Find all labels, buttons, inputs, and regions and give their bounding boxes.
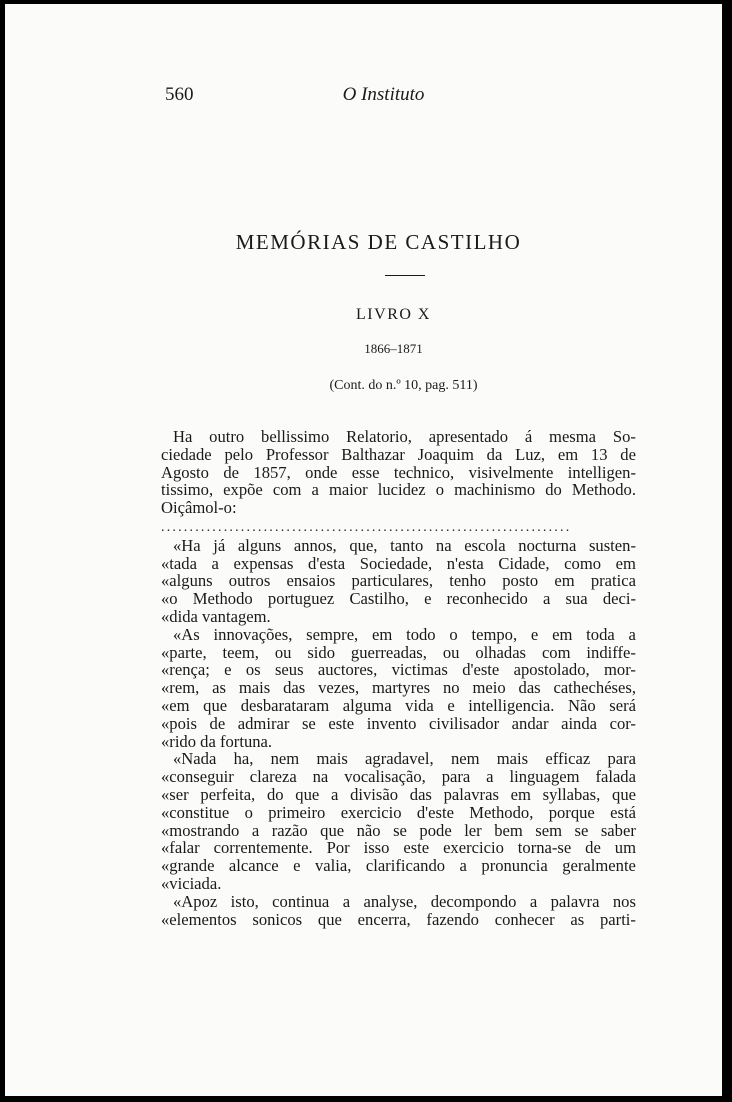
- year-range: 1866–1871: [364, 341, 423, 356]
- text-line: «ser perfeita, do que a divisão das palavras em syllabas, que: [161, 784, 636, 804]
- text-line: «em que desbarataram alguma vida e intelligencia. Não será: [161, 695, 636, 715]
- body-text: [161, 428, 636, 928]
- text-line: «parte, teem, ou sido guerreadas, ou olhadas com indiffe-: [161, 642, 636, 662]
- text-line: «tada a expensas d'esta Sociedade, n'esta Cidade, como em: [161, 553, 636, 573]
- book-heading: LIVRO X: [356, 306, 431, 323]
- title-divider: [385, 275, 425, 276]
- continuation-note: (Cont. do n.º 10, pag. 511): [329, 378, 478, 393]
- text-line: «falar correntemente. Por isso este exercicio torna-se de um: [161, 838, 636, 858]
- text-line: «alguns outros ensaios particulares, tenho posto em pratica: [161, 571, 636, 591]
- text-line: «mostrando a razão que não se pode ler bem sem se saber: [161, 820, 636, 840]
- text-line: Ha outro bellissimo Relatorio, apresentado á mesma So-: [173, 427, 636, 446]
- journal-title: O Instituto: [342, 84, 425, 105]
- text-line: «conseguir clareza na vocalisação, para a linguagem falada: [161, 767, 636, 787]
- text-line: «As innovações, sempre, em todo o tempo, e em toda a: [173, 624, 636, 644]
- text-line: ciedade pelo Professor Balthazar Joaquim da Luz, em 13 de: [161, 444, 636, 464]
- text-line: Agosto de 1857, onde esse technico, visivelmente intelligen-: [161, 462, 636, 482]
- text-line: «pois de admirar se este invento civilisador andar ainda cor-: [161, 713, 636, 733]
- text-line: «rença; e os seus auctores, victimas d'este apostolado, mor-: [161, 660, 636, 680]
- text-line: «dida vantagem.: [161, 606, 271, 626]
- text-line: «elementos sonicos que encerra, fazendo conhecer as parti-: [161, 909, 636, 929]
- text-line: «viciada.: [161, 873, 222, 893]
- ellipsis-separator: ........................................................................: [161, 519, 572, 535]
- text-line: «rido da fortuna.: [161, 731, 273, 751]
- text-line: «rem, as mais das vezes, martyres no meio das cathechéses,: [161, 678, 636, 698]
- running-head: [5, 84, 722, 108]
- document-page: [5, 4, 722, 1096]
- article-title: MEMÓRIAS DE CASTILHO: [235, 230, 522, 254]
- text-line: tissimo, expõe com a maior lucidez o machinismo do Methodo.: [161, 480, 636, 500]
- text-line: «Ha já alguns annos, que, tanto na escola nocturna susten-: [173, 535, 636, 555]
- text-line: «Nada ha, nem mais agradavel, nem mais efficaz para: [173, 749, 636, 769]
- text-line: «constitue o primeiro exercicio d'este Methodo, porque está: [161, 802, 636, 822]
- page-number: 560: [165, 84, 194, 105]
- text-line: «Apoz isto, continua a analyse, decompondo a palavra nos: [173, 891, 636, 911]
- text-line: «o Methodo portuguez Castilho, e reconhecido a sua deci-: [161, 589, 636, 609]
- text-line: Oiçâmol-o:: [161, 498, 237, 518]
- text-line: «grande alcance e valia, clarificando a pronuncia geralmente: [161, 856, 636, 876]
